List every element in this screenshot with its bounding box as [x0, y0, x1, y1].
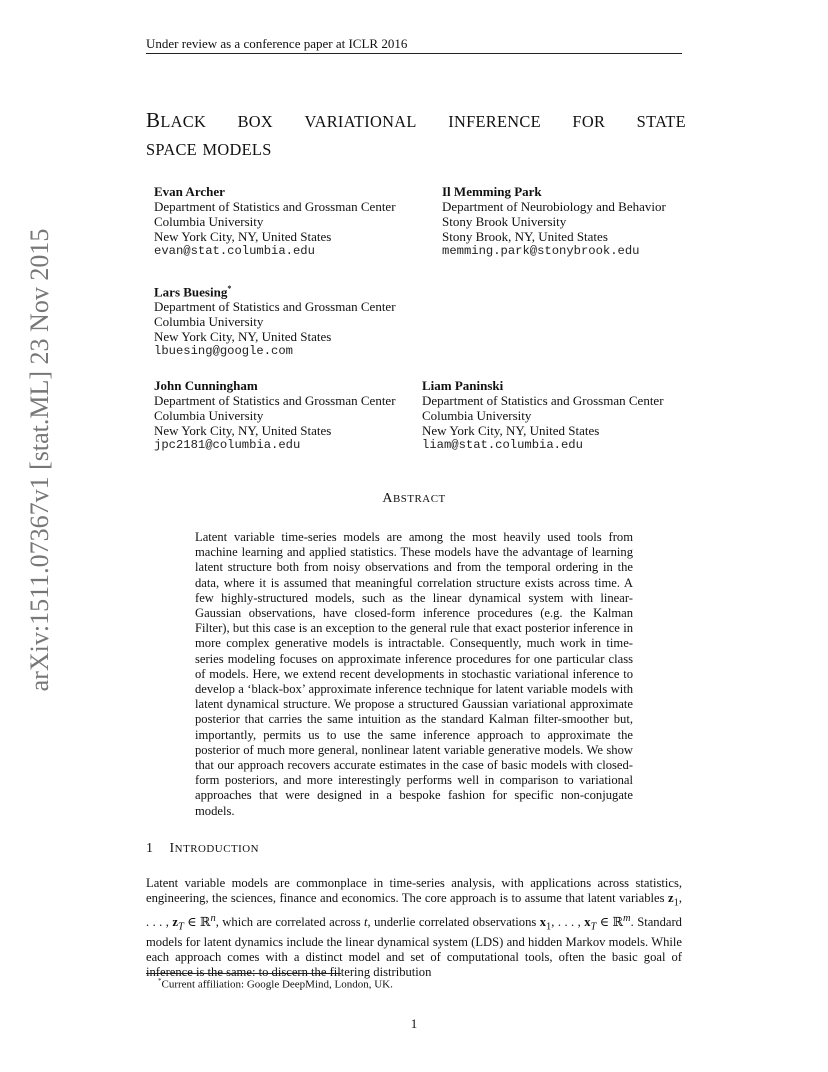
author-location: New York City, NY, United States [422, 423, 600, 438]
intro-text: , underlie correlated observations [367, 915, 540, 930]
author-institution: Columbia University [154, 408, 264, 423]
author-email: lbuesing@google.com [154, 344, 293, 359]
paper-title [146, 107, 686, 163]
author-block [154, 281, 396, 359]
author-location: New York City, NY, United States [154, 329, 332, 345]
author-department: Department of Statistics and Grossman Center [154, 199, 396, 214]
author-location: New York City, NY, United States [154, 229, 332, 244]
latent-vars-math: $z_1$, . . . , $z_T$ ∈ ℝ$^n$ [146, 891, 682, 933]
arxiv-stamp [20, 228, 60, 692]
author-institution: Columbia University [422, 408, 532, 423]
arxiv-stamp-text: arXiv:1511.07367v1 [stat.ML] 23 Nov 2015 [25, 228, 54, 692]
author-name: Il Memming Park [442, 184, 542, 199]
author-department: Department of Statistics and Grossman Center [422, 393, 664, 408]
section-number: 1 [146, 841, 154, 856]
author-institution: Columbia University [154, 214, 264, 229]
title-line-2: SPACE MODELS [146, 140, 272, 159]
page-number: 1 [410, 1016, 418, 1031]
author-block [442, 184, 666, 259]
footnote [158, 977, 393, 991]
author-location: New York City, NY, United States [154, 423, 332, 438]
author-location: Stony Brook, NY, United States [442, 229, 608, 244]
author-block [154, 378, 396, 453]
observations-math: $x_1$, . . . , $x_T$ ∈ ℝ$^m$ [539, 912, 631, 933]
intro-paragraph [146, 876, 682, 980]
section-heading [146, 841, 259, 857]
footnote-mark: * [158, 977, 162, 985]
author-email: liam@stat.columbia.edu [422, 438, 583, 452]
intro-text: Latent variable models are commonplace in time-series analysis, with applications across statistics, engineering, the sciences, finance and economics. The core approach is to assume that latent variables [146, 876, 682, 906]
author-name: Liam Paninski [422, 378, 504, 393]
author-department: Department of Statistics and Grossman Center [154, 299, 396, 315]
author-email: memming.park@stonybrook.edu [442, 244, 640, 258]
footnote-text: Current affiliation: Google DeepMind, London, UK. [161, 978, 393, 991]
author-name: Lars Buesing [154, 284, 228, 300]
intro-text: . Standard models for latent dynamics include the linear dynamical system (LDS) and hidden Markov models. While each approach comes with a distinct model and set of computational tools, often the basic goal of inference is the same: to discern the filtering distribution [146, 915, 682, 980]
abstract-heading: ABSTRACT [382, 491, 446, 506]
title-line-1: BLACK BOX VARIATIONAL INFERENCE FOR STATE [146, 108, 686, 132]
time-var: t [364, 915, 368, 930]
author-email: evan@stat.columbia.edu [154, 244, 315, 258]
author-email: jpc2181@columbia.edu [154, 438, 301, 452]
header-rule [146, 53, 682, 54]
intro-text: , which are correlated across [215, 915, 365, 930]
author-institution: Stony Brook University [442, 214, 567, 229]
author-block [154, 184, 396, 259]
author-institution: Columbia University [154, 314, 264, 330]
running-header: Under review as a conference paper at ICLR 2016 [146, 36, 408, 51]
author-department: Department of Neurobiology and Behavior [442, 199, 666, 214]
footnote-mark: * [227, 284, 232, 293]
author-department: Department of Statistics and Grossman Center [154, 393, 396, 408]
author-name: John Cunningham [154, 378, 258, 393]
abstract-text: Latent variable time-series models are among the most heavily used tools from machine learning and applied statistics. These models have the advantage of learning latent structure both from noisy observations and from the temporal ordering in the data, where it is assumed that meaningful correlation structure exists across time. A few highly-structured models, such as the linear dynamical system with linear-Gaussian observations, have closed-form inference procedures (e.g. the Kalman Filter), but this case is an exception to the general rule that exact posterior inference in more complex generative models is intractable. Consequently, much work in time-series modeling focuses on approximate inference procedures for one particular class of models. Here, we extend recent developments in stochastic variational inference to develop a ‘black-box’ approximate inference technique for latent variable models with latent dynamical structure. We propose a structured Gaussian variational approximate posterior that carries the same intuition as the standard Kalman filter-smoother but, importantly, permits us to use the same inference approach to approximate the posterior of much more general, nonlinear latent variable generative models. We show that our approach recovers accurate estimates in the case of basic models with closed-form posteriors, and more interestingly performs well in comparison to variational approaches that were designed in a bespoke fashion for specific non-conjugate models. [195, 530, 633, 818]
author-block [422, 378, 664, 453]
author-name: Evan Archer [154, 184, 225, 199]
section-title: INTRODUCTION [169, 841, 260, 856]
footnote-rule [146, 973, 341, 974]
